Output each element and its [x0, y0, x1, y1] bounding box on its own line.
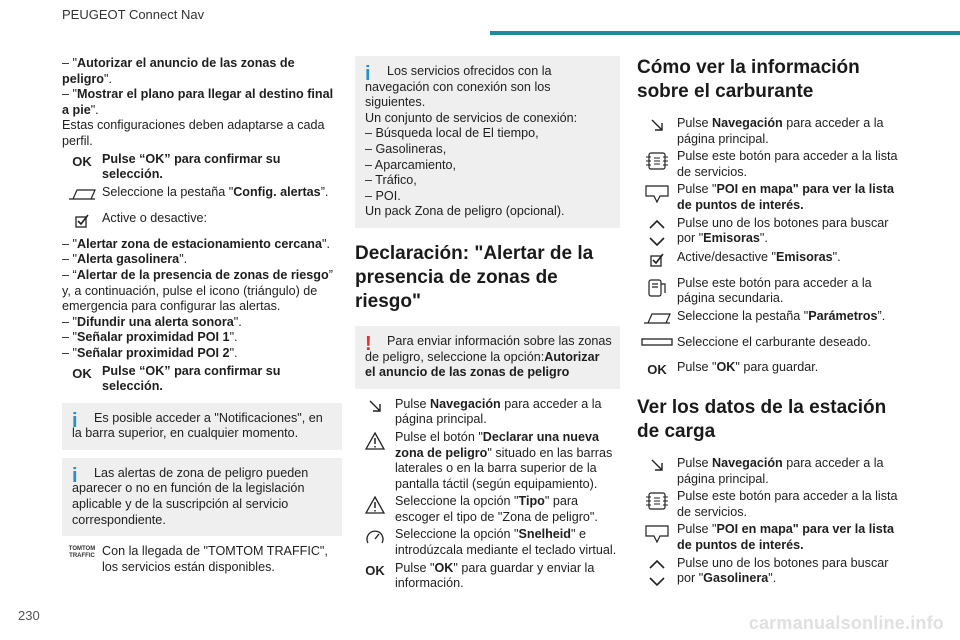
selection-bar-icon — [641, 337, 673, 347]
step-row: OK Pulse "OK" para guardar. — [647, 360, 819, 378]
option-line: – "Señalar proximidad POI 1". — [62, 330, 238, 345]
poi-map-icon — [644, 524, 670, 544]
info-box: i Las alertas de zona de peligro pueden aparecer o no en función de la legislación aplicable y de la suscripción al servicio correspondiente. — [62, 458, 342, 536]
page-number: 230 — [18, 608, 40, 623]
checkbox-icon — [74, 213, 90, 229]
ok-icon: OK — [72, 153, 92, 169]
header-accent-bar — [490, 31, 960, 35]
step-row: Active o desactive: — [62, 211, 342, 229]
column-2 — [355, 56, 620, 594]
column-1 — [62, 56, 342, 577]
step-row: Pulse uno de los botones para buscar por "Gasolinera". — [637, 556, 899, 588]
navigation-arrow-icon — [650, 118, 664, 132]
column-3 — [637, 56, 899, 590]
step-row: Pulse este botón para acceder a la lista de servicios. — [637, 149, 899, 180]
chevron-up-down-icon — [648, 558, 666, 588]
warning-triangle-icon — [365, 496, 385, 514]
navigation-arrow-icon — [368, 399, 382, 413]
step-row: OK Pulse “OK” para confirmar su selección. — [72, 363, 281, 394]
step-row: Seleccione la opción "Snelheid" e introdúzcala mediante el teclado virtual. — [355, 527, 620, 558]
watermark: carmanualsonline.info — [748, 613, 944, 633]
option-line: – "Alerta gasolinera". — [62, 252, 188, 267]
section-heading: Declaración: "Alertar de la presencia de zonas de riesgo" — [355, 242, 594, 312]
section-heading: Cómo ver la información sobre el carburante — [637, 57, 860, 102]
ok-icon: OK — [72, 365, 92, 381]
step-row: Pulse uno de los botones para buscar por "Emisoras". — [637, 216, 899, 248]
info-box: i Los servicios ofrecidos con la navegación con conexión son los siguientes. Un conjunto de servicios de conexión: – Búsqueda local de El tiempo, – Gasolineras, – Aparcamiento, – Tráfico, – POI. Un pack Zona de peligro (opcional). — [355, 56, 620, 228]
step-row: TOMTOM TRAFFIC Con la llegada de "TOMTOM TRAFFIC", los servicios están disponibles. — [62, 544, 342, 575]
info-box: i Es posible acceder a "Notificaciones", en la barra superior, en cualquier momento. — [62, 403, 342, 450]
tab-icon — [67, 187, 97, 201]
tab-icon — [642, 311, 672, 325]
speedometer-icon — [365, 529, 385, 547]
services-list-icon — [645, 491, 669, 511]
step-row: OK Pulse “OK” para confirmar su selección. — [72, 151, 281, 182]
ok-icon: OK — [647, 362, 667, 378]
warning-icon: ! — [365, 332, 372, 355]
warning-triangle-icon — [365, 432, 385, 450]
car-settings-icon — [646, 278, 668, 300]
navigation-arrow-icon — [650, 458, 664, 472]
step-row: Pulse "POI en mapa" para ver la lista de puntos de interés. — [637, 182, 899, 213]
option-line: – "Autorizar el anuncio de las zonas de peligro". — [62, 56, 295, 86]
option-line: – "Mostrar el plano para llegar al destino final a pie". — [62, 87, 334, 117]
checkbox-icon — [649, 252, 665, 268]
step-row: Pulse Navegación para acceder a la página principal. — [637, 116, 899, 147]
section-heading: Ver los datos de la estación de carga — [637, 396, 887, 442]
warning-box: ! Para enviar información sobre las zonas de peligro, seleccione la opción:Autorizar el anuncio de las zonas de peligro — [355, 326, 620, 389]
info-icon: i — [72, 409, 78, 432]
option-line: – "Alertar zona de estacionamiento cercana". — [62, 236, 330, 251]
paragraph: Estas configuraciones deben adaptarse a cada perfil. — [62, 118, 325, 148]
tomtom-traffic-icon: TOMTOM TRAFFIC — [68, 546, 96, 560]
step-row: Seleccione el carburante deseado. — [637, 335, 899, 351]
step-row: Pulse este botón para acceder a la lista de servicios. — [637, 489, 899, 520]
info-icon: i — [72, 464, 78, 487]
step-row: Active/desactive "Emisoras". — [637, 250, 899, 268]
ok-icon: OK — [365, 562, 385, 578]
step-row: Pulse Navegación para acceder a la página principal. — [637, 456, 899, 487]
page-header-title: PEUGEOT Connect Nav — [62, 7, 205, 22]
info-icon: i — [365, 63, 371, 85]
step-row: Seleccione la opción "Tipo" para escoger el tipo de "Zona de peligro". — [355, 494, 620, 525]
chevron-up-down-icon — [648, 218, 666, 248]
step-row: Pulse este botón para acceder a la página secundaria. — [637, 276, 899, 307]
step-row: Pulse Navegación para acceder a la página principal. — [355, 397, 620, 428]
step-row: Seleccione la pestaña "Config. alertas”. — [62, 185, 342, 201]
step-row: Seleccione la pestaña "Parámetros”. — [637, 309, 899, 325]
option-line: – “Alertar de la presencia de zonas de riesgo” y, a continuación, pulse el icono (triángulo) de emergencia para configurar las alertas. — [62, 267, 333, 314]
step-row: OK Pulse "OK" para guardar y enviar la información. — [365, 560, 595, 591]
step-row: Pulse "POI en mapa" para ver la lista de puntos de interés. — [637, 522, 899, 553]
services-list-icon — [645, 151, 669, 171]
option-line: – "Difundir una alerta sonora". — [62, 314, 242, 329]
poi-map-icon — [644, 184, 670, 204]
step-row: Pulse el botón "Declarar una nueva zona de peligro" situado en las barras laterales o en la barra superior de la pantalla táctil (según equipamiento). — [355, 430, 620, 492]
option-line: – "Señalar proximidad POI 2". — [62, 345, 238, 360]
